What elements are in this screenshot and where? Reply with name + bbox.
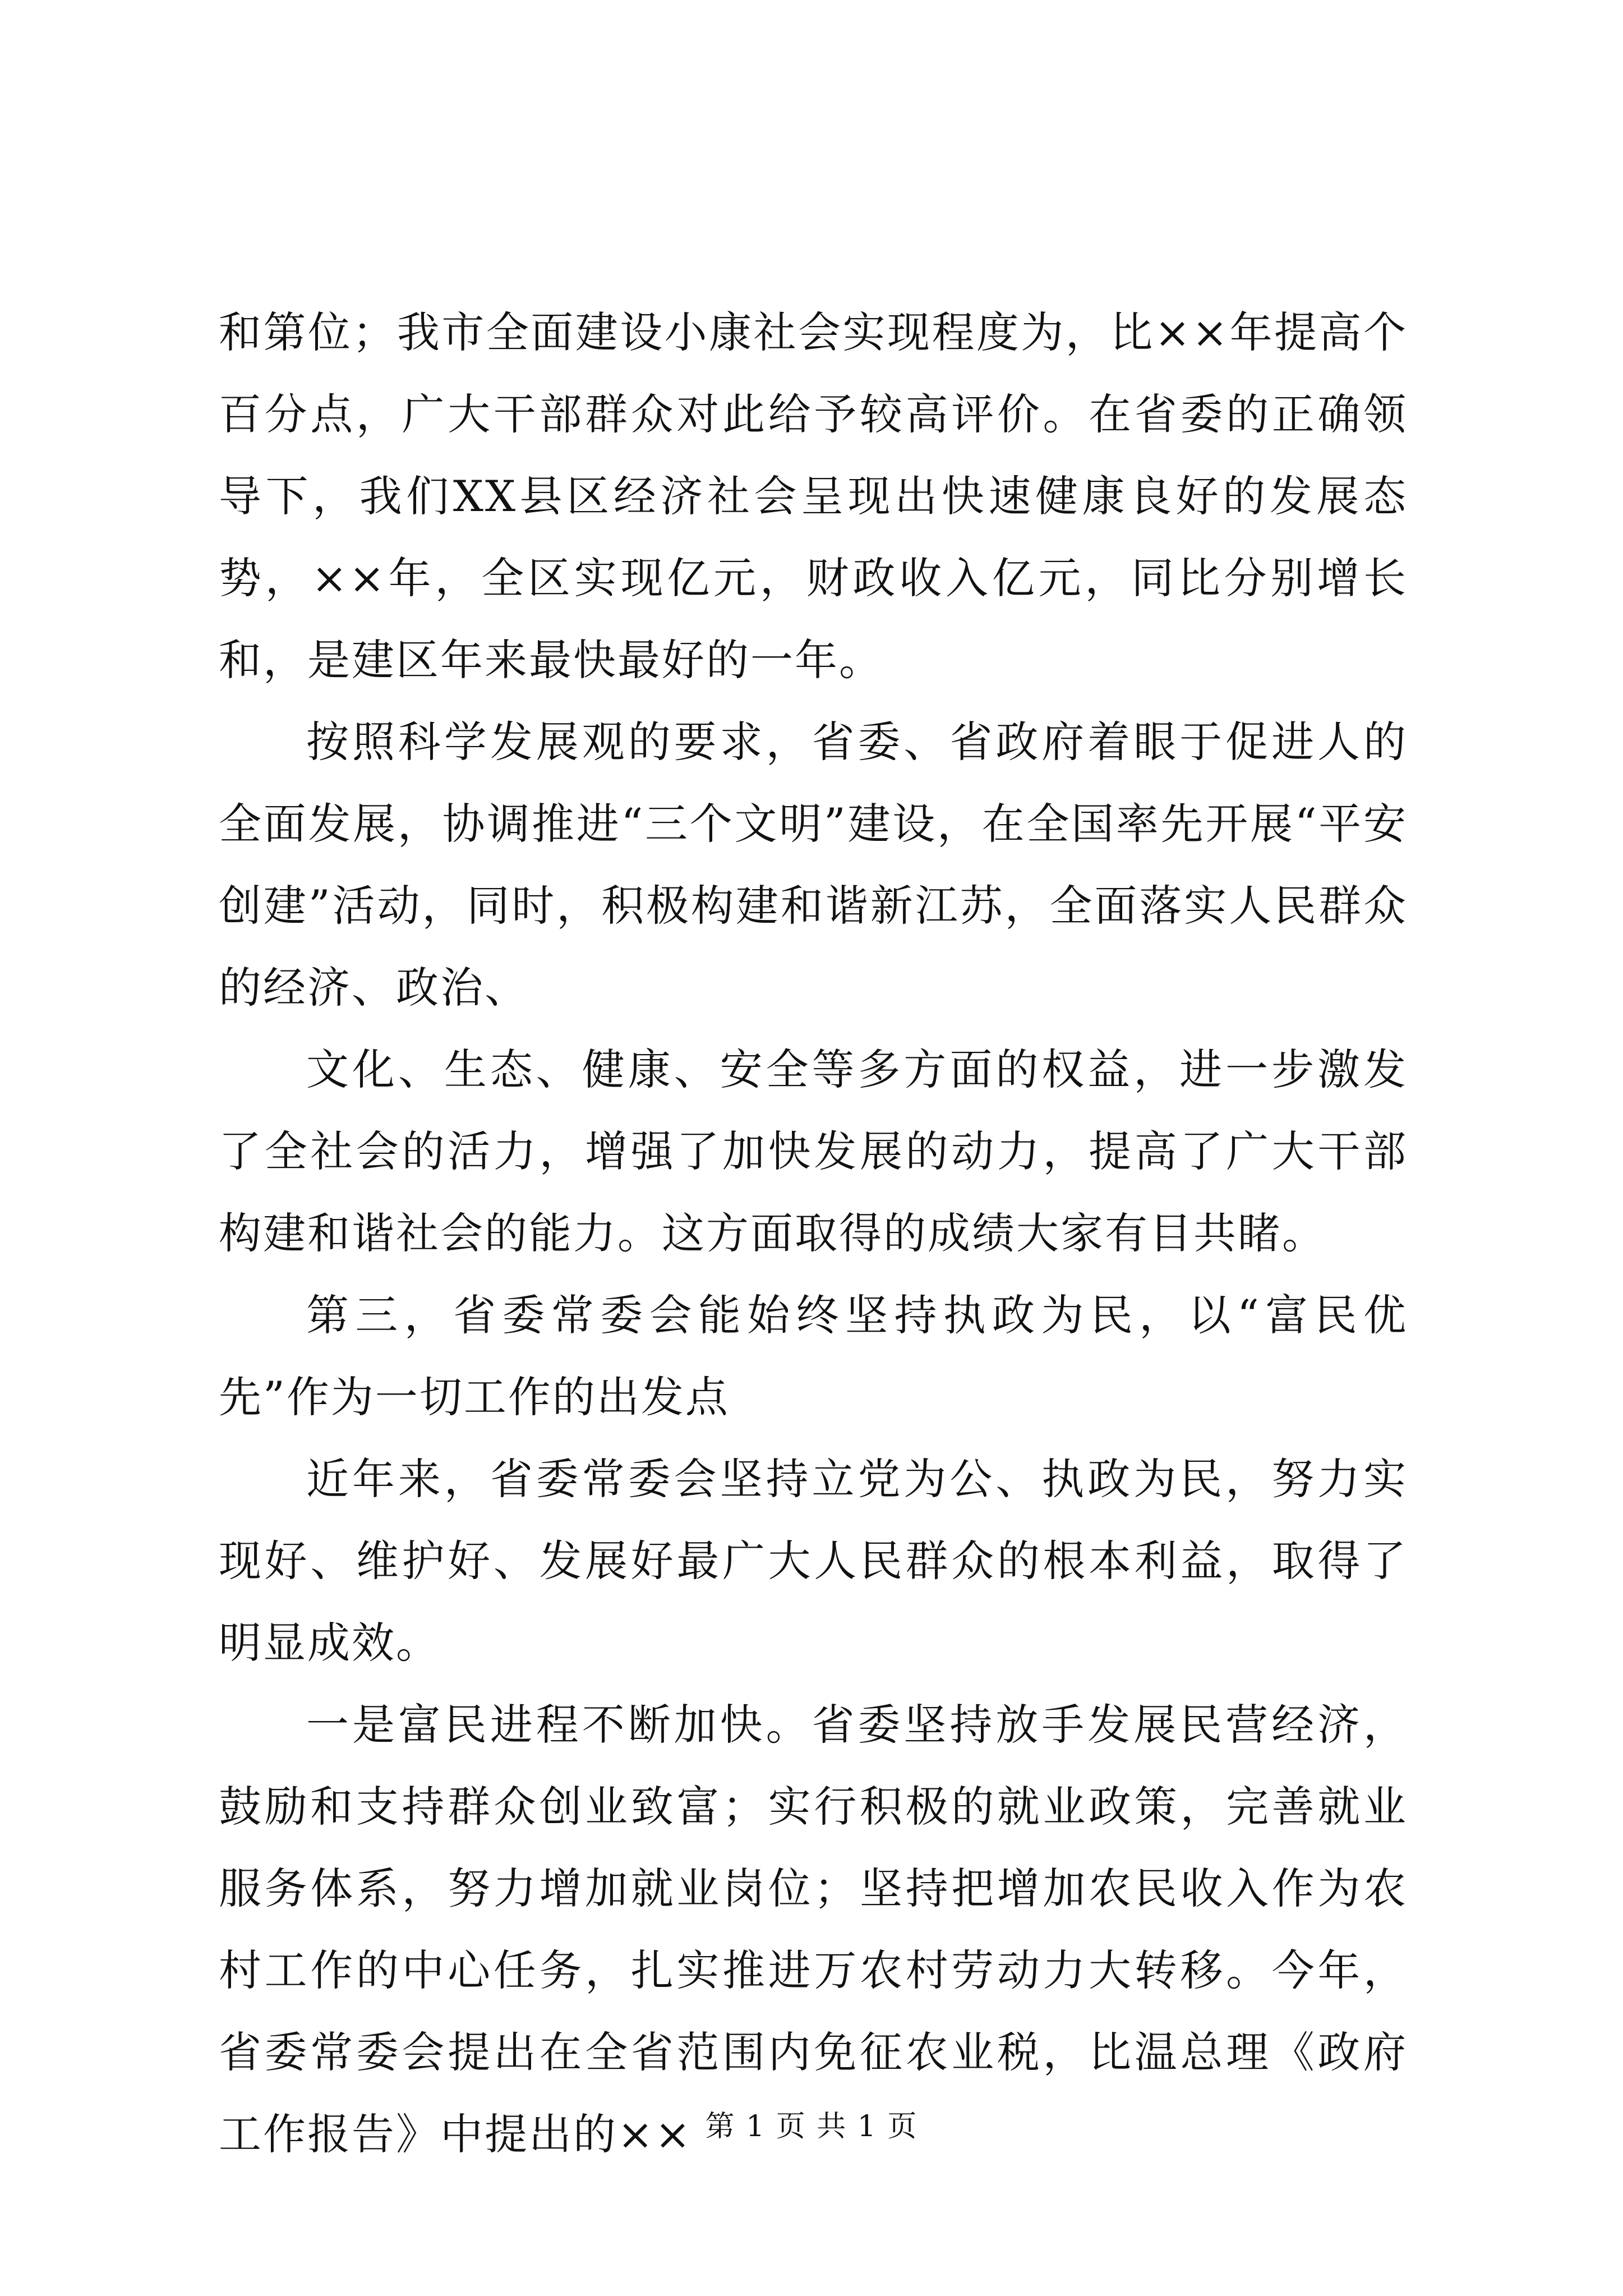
paragraph: 近年来，省委常委会坚持立党为公、执政为民，努力实现好、维护好、发展好最广大人民群众的根本利益，取得了明显成效。 [219,1454,1408,1668]
page-number-label: 第 1 页 共 1 页 [705,2110,918,2143]
page-footer [0,2102,1623,2145]
paragraph: 和第位；我市全面建设小康社会实现程度为，比××年提高个百分点，广大干部群众对此给予较高评价。在省委的正确领导下，我们XX县区经济社会呈现出快速健康良好的发展态势，××年，全区实现亿元，财政收入亿元，同比分别增长和，是建区年来最快最好的一年。 [219,307,1408,685]
paragraph: 按照科学发展观的要求，省委、省政府着眼于促进人的全面发展，协调推进“三个文明”建设，在全国率先开展“平安创建”活动，同时，积极构建和谐新江苏，全面落实人民群众的经济、政治、 [219,717,1408,1013]
paragraph: 第三，省委常委会能始终坚持执政为民，以“富民优先”作为一切工作的出发点 [219,1290,1408,1422]
paragraph: 一是富民进程不断加快。省委坚持放手发展民营经济，鼓励和支持群众创业致富；实行积极的就业政策，完善就业服务体系，努力增加就业岗位；坚持把增加农民收入作为农村工作的中心任务，扎实推进万农村劳动力大转移。今年，省委常委会提出在全省范围内免征农业税，比温总理《政府工作报告》中提出的×× [219,1700,1408,2159]
paragraph: 文化、生态、健康、安全等多方面的权益，进一步激发了全社会的活力，增强了加快发展的动力，提高了广大干部构建和谐社会的能力。这方面取得的成绩大家有目共睹。 [219,1045,1408,1258]
document-body [219,292,1408,2175]
